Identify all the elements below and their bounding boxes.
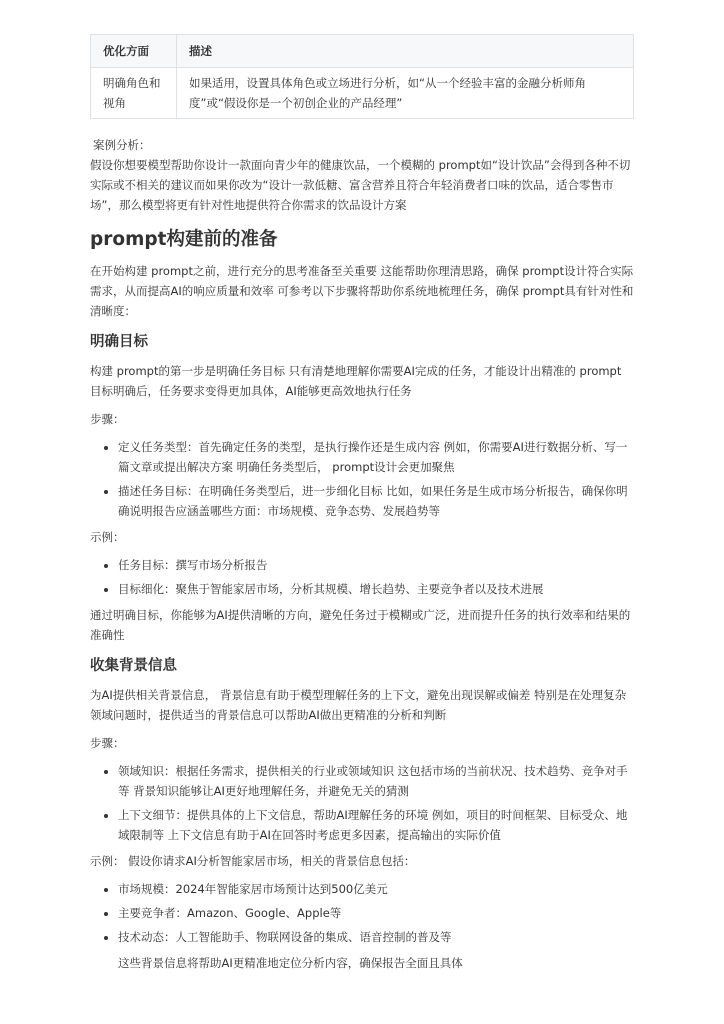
- list-item: • 目标细化：聚焦于智能家居市场，分析其规模、增长趋势、主要竞争者以及技术进展: [118, 579, 634, 599]
- table-header-row: [91, 35, 634, 68]
- optimization-table: [90, 34, 634, 119]
- goal-example-label: 示例：: [90, 530, 125, 544]
- table-header-description: 描述: [177, 35, 634, 68]
- section-title-prep: prompt构建前的准备: [90, 229, 278, 250]
- list-item: • 描述任务目标：在明确任务类型后，进一步细化目标 比如，如果任务是生成市场分析报告，确保你明确说明报告应涵盖哪些方面：市场规模、竞争态势、发展趋势等: [118, 481, 634, 521]
- goal-steps-label: 步骤：: [90, 412, 125, 426]
- prep-intro: 在开始构建 prompt之前，进行充分的思考准备至关重要 这能帮助你理清思路，确保 prompt设计符合实际需求，从而提高AI的响应质量和效率 可参考以下步骤将帮助你系统地梳理任务，确保 prompt具有针对性和清晰度：: [90, 264, 634, 318]
- background-closing: 这些背景信息将帮助AI更精准地定位分析内容，确保报告全面且具体: [118, 956, 463, 970]
- case-analysis-text: 假设你想要模型帮助你设计一款面向青少年的健康饮品，一个模糊的 prompt如“设计饮品”会得到各种不切实际或不相关的建议而如果你改为“设计一款低糖、富含营养且符合年轻消费者口味的饮品，适合零售市场”，那么模型将更有针对性地提供符合你需求的饮品设计方案: [90, 158, 631, 212]
- goal-steps-list: [90, 437, 634, 521]
- list-item: • 市场规模：2024年智能家居市场预计达到500亿美元: [118, 879, 634, 899]
- background-steps-label: 步骤：: [90, 736, 125, 750]
- list-item: • 主要竞争者：Amazon、Google、Apple等: [118, 903, 634, 923]
- table-cell-aspect: 明确角色和视角: [91, 68, 177, 119]
- section-title-background: 收集背景信息: [90, 658, 177, 674]
- case-analysis-label: 案例分析：: [93, 138, 151, 152]
- list-item: • 上下文细节：提供具体的上下文信息，帮助AI理解任务的环境 例如，项目的时间框架、目标受众、地域限制等 上下文信息有助于AI在回答时考虑更多因素，提高输出的实际价值: [118, 805, 634, 845]
- list-item: • 定义任务类型：首先确定任务的类型，是执行操作还是生成内容 例如，你需要AI进行数据分析、写一篇文章或提出解决方案 明确任务类型后， prompt设计会更加聚焦: [118, 437, 634, 477]
- table-row: [91, 68, 634, 119]
- goal-examples-list: [90, 555, 634, 599]
- table-cell-description: 如果适用，设置具体角色或立场进行分析，如“从一个经验丰富的金融分析师角度”或“假设你是一个初创企业的产品经理”: [177, 68, 634, 119]
- table-header-aspect: 优化方面: [91, 35, 177, 68]
- goal-intro: 构建 prompt的第一步是明确任务目标 只有清楚地理解你需要AI完成的任务，才能设计出精准的 prompt 目标明确后，任务要求变得更加具体，AI能够更高效地执行任务: [90, 364, 622, 398]
- document-page: [90, 34, 634, 973]
- list-item: • 技术动态：人工智能助手、物联网设备的集成、语音控制的普及等: [118, 927, 634, 947]
- background-examples-list: [90, 879, 634, 947]
- background-steps-list: [90, 761, 634, 845]
- list-item: • 领域知识：根据任务需求，提供相关的行业或领域知识 这包括市场的当前状况、技术趋势、竞争对手等 背景知识能够让AI更好地理解任务，并避免无关的猜测: [118, 761, 634, 801]
- list-item: • 任务目标：撰写市场分析报告: [118, 555, 634, 575]
- goal-conclusion: 通过明确目标，你能够为AI提供清晰的方向，避免任务过于模糊或广泛，进而提升任务的执行效率和结果的准确性: [90, 608, 631, 642]
- background-intro: 为AI提供相关背景信息， 背景信息有助于模型理解任务的上下文，避免出现误解或偏差 特别是在处理复杂领域问题时，提供适当的背景信息可以帮助AI做出更精准的分析和判断: [90, 688, 627, 722]
- background-example-label: 示例： 假设你请求AI分析智能家居市场，相关的背景信息包括：: [90, 854, 416, 868]
- section-title-goal: 明确目标: [90, 334, 148, 350]
